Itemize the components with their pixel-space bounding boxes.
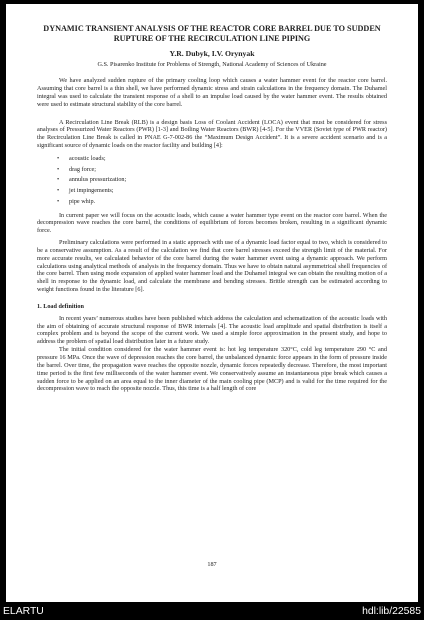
repository-name: ELARTU xyxy=(3,606,44,617)
list-item: • jet impingements; xyxy=(57,186,387,197)
initial-condition-paragraph: The initial condition considered for the water hammer event is: hot leg temperature 320°C, cold leg temperature 290 °C and pressure 16 MPa. Once the wave of depression reaches the core barrel, the unbalanced dynamic force appears in the form of pressure inside the barrel. Over time, the propagation wave reaches the opposite nozzle, dynamic forces repeatedly decrease. Therefore, the most important time period is the first few milliseconds of the water hammer event. We conservatively assume an instantaneous pipe break which causes a sudden force to be applied on an area equal to the inner diameter of the main cooling pipe (MCP) and is valid for the time required for the decompression wave to reach the opposite nozzle. Thus, this time is a half length of core xyxy=(37,346,387,393)
recent-years-paragraph: In recent years’ numerous studies have been published which address the calculation and schematization of the acoustic loads with the aim of obtaining of accurate structural response of BWR internals [4]. The acoustic load amplitude and spatial distribution is itself a complex problem and is beyond the scope of the current work. We used a simple force approximation in the present study, and hope to address the problem of spatial load distribution later in a future study. xyxy=(37,314,387,346)
page-number: 187 xyxy=(207,561,217,568)
handle-identifier[interactable]: hdl:lib/22585 xyxy=(362,606,421,617)
paper-authors: Y.R. Dubyk, I.V. Orynyak xyxy=(169,49,255,59)
load-types-list xyxy=(37,154,387,208)
document-page xyxy=(6,4,418,602)
preliminary-paragraph: Preliminary calculations were performed in a static approach with use of a dynamic load factor equal to two, which is considered to be a conservative assumption. As a result of the calculation we find that core barrel stresses exceed the strength limit of the material. For more accurate results, we calculated behavior of the core barrel during the water hammer event using a dynamic approach. We perform calculations using analytical methods of analysis in the frequency domain. Thus we have to obtain natural asymmetrical shell frequencies of the core barrel. Then using mode expansion of applied water hammer load and the Duhamel integral we can obtain the resulting motion of a shell in response to the dynamic load, and calculate the membrane and bending stresses. Brittle strength can be estimated according to weight functions found in the literature [6]. xyxy=(37,239,387,294)
focus-paragraph: In current paper we will focus on the acoustic loads, which cause a water hammer type event on the reactor core barrel. When the decompression wave reaches the core barrel, the conditions of equilibrium of forces becomes broken, resulting in a significant dynamic force. xyxy=(37,211,387,235)
abstract-paragraph: We have analyzed sudden rupture of the primary cooling loop which causes a water hammer event for the reactor core barrel. Assuming that core barrel is a thin shell, we have performed dynamic stress and strain calculations in the frequency domain. The Duhamel integral was used to calculate the transient response of a shell to an impulse load caused by the water hammer event. The results obtained were used to estimate structural stability of the core barrel. xyxy=(37,77,387,108)
list-item: • pipe whip. xyxy=(57,197,387,208)
page-content xyxy=(37,24,387,393)
paper-affiliation: G.S. Pisarenko Institute for Problems of Strength, National Academy of Sciences of Ukraine xyxy=(97,61,327,69)
list-item: • acoustic loads; xyxy=(57,154,387,165)
paper-title: DYNAMIC TRANSIENT ANALYSIS OF THE REACTOR CORE BARREL DUE TO SUDDEN RUPTURE OF THE RECIRCULATION LINE PIPING xyxy=(43,24,381,44)
list-item: • drag force; xyxy=(57,165,387,176)
list-item: • annulus pressurization; xyxy=(57,175,387,186)
section-heading: 1. Load definition xyxy=(37,302,84,310)
intro-paragraph: A Recirculation Line Break (RLB) is a design basis Loss of Coolant Accident (LOCA) event that must be considered for stress analyses of Pressurized Water Reactors (PWR) [1-3] and Boiling Water Reactors (BWR) [4-5]. For the VVER (Soviet type of PWR reactor) the Recirculation Line Break is called in PNAE G-7-002-86 the “Maximum Design Accident”. It is a severe accident scenario and is a significant source of dynamic loads on the reactor facility and building [4]: xyxy=(37,118,387,150)
